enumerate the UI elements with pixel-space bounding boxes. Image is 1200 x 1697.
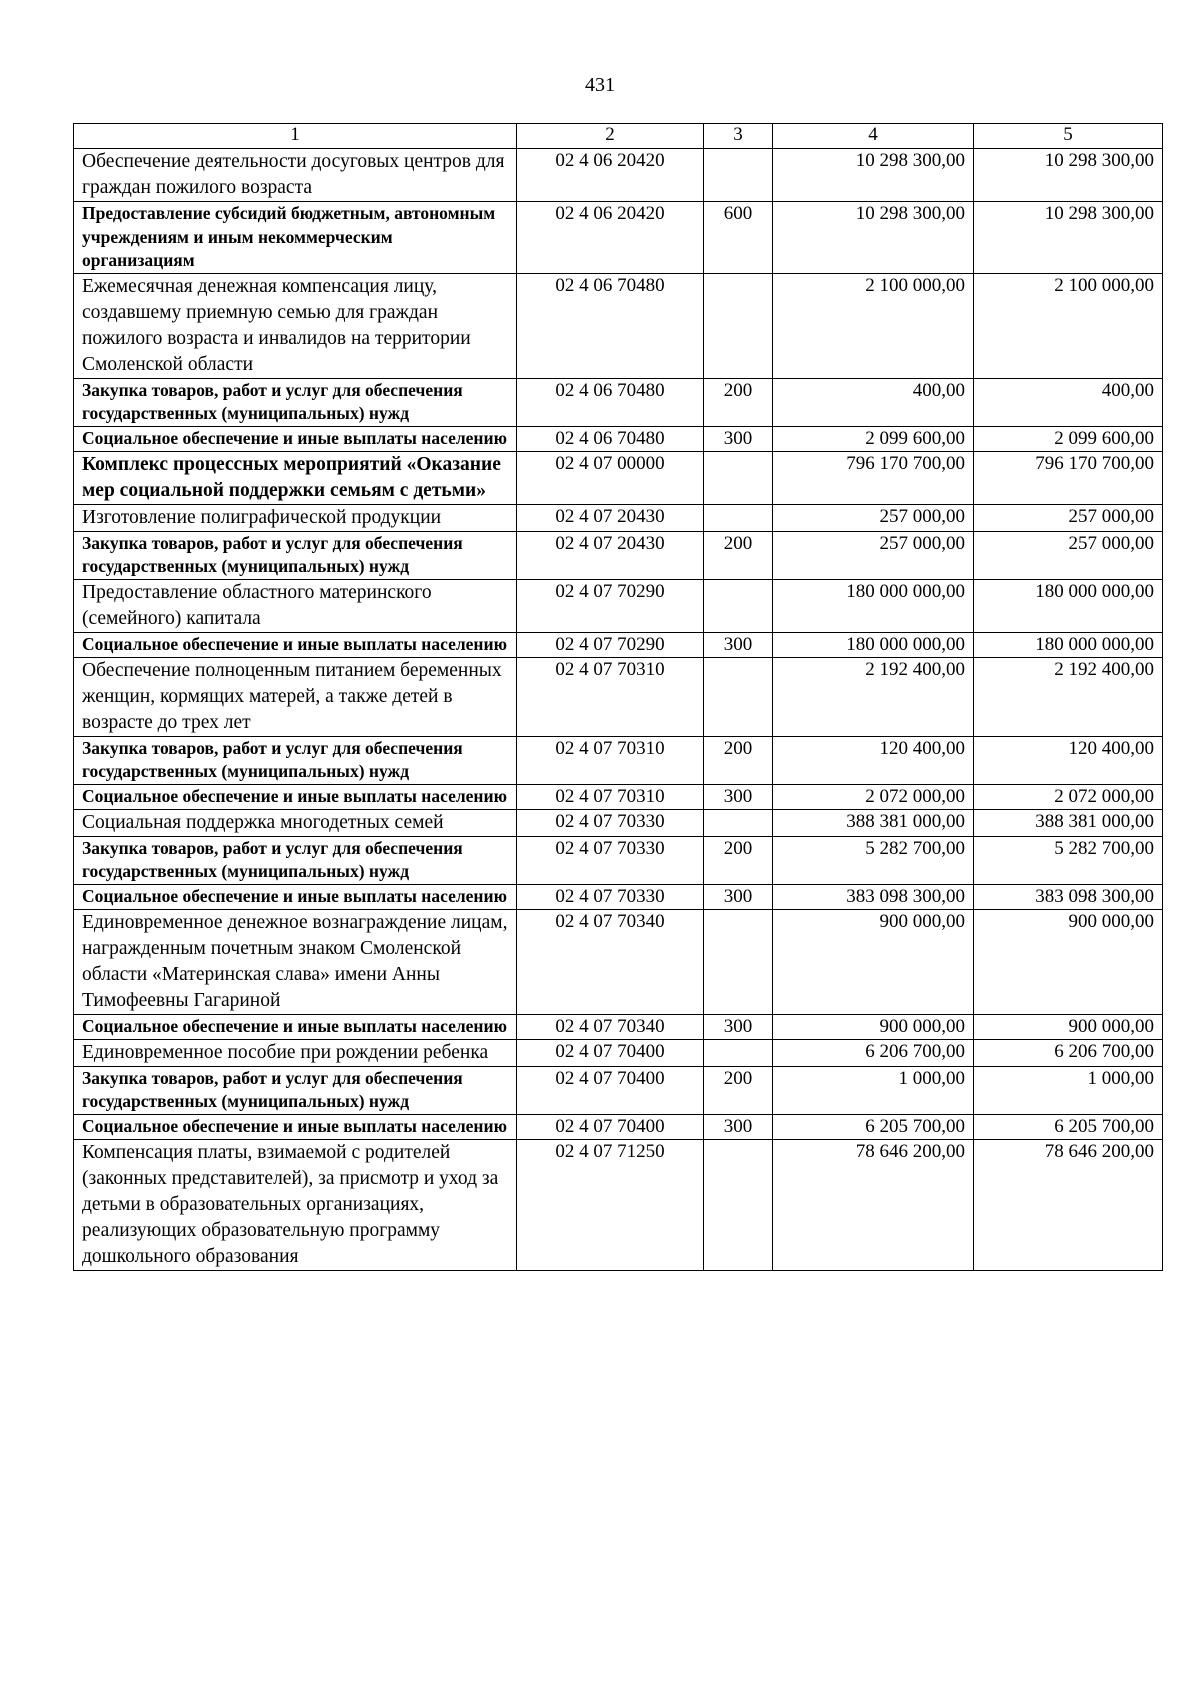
- row-code-cell: 02 4 07 70290: [517, 632, 704, 657]
- row-code-cell: 02 4 07 70340: [517, 1014, 704, 1039]
- row-amount-cell: 400,00: [974, 378, 1163, 426]
- row-amount-cell: 388 381 000,00: [974, 809, 1163, 836]
- row-amount-cell: 6 205 700,00: [974, 1114, 1163, 1139]
- page-number: 431: [585, 74, 615, 96]
- row-name-cell: Социальное обеспечение и иные выплаты населению: [74, 1114, 517, 1139]
- row-name-cell: Обеспечение полноценным питанием беременных женщин, кормящих матерей, а также детей в возрасте до трех лет: [74, 657, 517, 736]
- row-amount-cell: 5 282 700,00: [773, 836, 974, 884]
- row-type-cell: [704, 451, 773, 504]
- row-amount-cell: 6 206 700,00: [974, 1039, 1163, 1066]
- row-code-cell: 02 4 07 70310: [517, 657, 704, 736]
- row-name-cell: Социальное обеспечение и иные выплаты населению: [74, 784, 517, 809]
- column-header-4: 4: [773, 124, 974, 149]
- row-amount-cell: 10 298 300,00: [974, 149, 1163, 202]
- table-row: [74, 378, 1163, 426]
- row-amount-cell: 78 646 200,00: [974, 1139, 1163, 1270]
- column-header-2: 2: [517, 124, 704, 149]
- row-code-cell: 02 4 06 70480: [517, 378, 704, 426]
- row-type-cell: [704, 273, 773, 378]
- row-name-cell: Закупка товаров, работ и услуг для обеспечения государственных (муниципальных) нужд: [74, 378, 517, 426]
- row-amount-cell: 900 000,00: [773, 909, 974, 1014]
- row-amount-cell: 180 000 000,00: [974, 579, 1163, 632]
- row-amount-cell: 180 000 000,00: [974, 632, 1163, 657]
- row-name-cell: Закупка товаров, работ и услуг для обеспечения государственных (муниципальных) нужд: [74, 736, 517, 784]
- row-type-cell: 200: [704, 378, 773, 426]
- table-row: [74, 909, 1163, 1014]
- row-amount-cell: 10 298 300,00: [773, 149, 974, 202]
- row-type-cell: 300: [704, 784, 773, 809]
- row-amount-cell: 180 000 000,00: [773, 632, 974, 657]
- row-amount-cell: 6 205 700,00: [773, 1114, 974, 1139]
- row-amount-cell: 2 192 400,00: [974, 657, 1163, 736]
- row-name-cell: Компенсация платы, взимаемой с родителей (законных представителей), за присмотр и уход за детьми в образовательных организациях, реализующих образовательную программу дошкольного образования: [74, 1139, 517, 1270]
- row-amount-cell: 383 098 300,00: [773, 884, 974, 909]
- row-code-cell: 02 4 07 70330: [517, 809, 704, 836]
- row-name-cell: Предоставление субсидий бюджетным, автономным учреждениям и иным некоммерческим организациям: [74, 202, 517, 274]
- row-amount-cell: 2 192 400,00: [773, 657, 974, 736]
- row-name-cell: Единовременное денежное вознаграждение лицам, награжденным почетным знаком Смоленской области «Материнская слава» имени Анны Тимофеевны Гагариной: [74, 909, 517, 1014]
- row-type-cell: 600: [704, 202, 773, 274]
- table-row: [74, 451, 1163, 504]
- row-name-cell: Социальное обеспечение и иные выплаты населению: [74, 632, 517, 657]
- row-amount-cell: 257 000,00: [773, 504, 974, 531]
- row-code-cell: 02 4 06 20420: [517, 149, 704, 202]
- row-name-cell: Социальное обеспечение и иные выплаты населению: [74, 884, 517, 909]
- row-amount-cell: 2 099 600,00: [974, 426, 1163, 451]
- table-row: [74, 836, 1163, 884]
- row-name-cell: Социальное обеспечение и иные выплаты населению: [74, 1014, 517, 1039]
- row-code-cell: 02 4 07 70340: [517, 909, 704, 1014]
- column-header-3: 3: [704, 124, 773, 149]
- row-code-cell: 02 4 07 70330: [517, 836, 704, 884]
- table-row: [74, 809, 1163, 836]
- table-row: [74, 426, 1163, 451]
- row-code-cell: 02 4 06 20420: [517, 202, 704, 274]
- row-code-cell: 02 4 07 71250: [517, 1139, 704, 1270]
- row-code-cell: 02 4 07 20430: [517, 531, 704, 579]
- table-row: [74, 1014, 1163, 1039]
- row-name-cell: Комплекс процессных мероприятий «Оказание мер социальной поддержки семьям с детьми»: [74, 451, 517, 504]
- row-type-cell: [704, 149, 773, 202]
- row-type-cell: [704, 809, 773, 836]
- row-amount-cell: 900 000,00: [974, 909, 1163, 1014]
- row-type-cell: 300: [704, 1014, 773, 1039]
- row-type-cell: 300: [704, 884, 773, 909]
- row-amount-cell: 2 099 600,00: [773, 426, 974, 451]
- row-name-cell: Закупка товаров, работ и услуг для обеспечения государственных (муниципальных) нужд: [74, 1066, 517, 1114]
- row-type-cell: [704, 657, 773, 736]
- table-row: [74, 149, 1163, 202]
- table-row: [74, 736, 1163, 784]
- table-row: [74, 884, 1163, 909]
- row-amount-cell: 78 646 200,00: [773, 1139, 974, 1270]
- row-amount-cell: 383 098 300,00: [974, 884, 1163, 909]
- table-row: [74, 784, 1163, 809]
- row-name-cell: Изготовление полиграфической продукции: [74, 504, 517, 531]
- row-amount-cell: 2 100 000,00: [974, 273, 1163, 378]
- row-type-cell: [704, 1139, 773, 1270]
- row-amount-cell: 2 100 000,00: [773, 273, 974, 378]
- table-row: [74, 632, 1163, 657]
- row-amount-cell: 2 072 000,00: [974, 784, 1163, 809]
- row-amount-cell: 10 298 300,00: [773, 202, 974, 274]
- row-type-cell: 200: [704, 736, 773, 784]
- row-type-cell: 300: [704, 1114, 773, 1139]
- row-code-cell: 02 4 07 20430: [517, 504, 704, 531]
- table-row: [74, 504, 1163, 531]
- row-name-cell: Единовременное пособие при рождении ребенка: [74, 1039, 517, 1066]
- table-row: [74, 1114, 1163, 1139]
- row-name-cell: Закупка товаров, работ и услуг для обеспечения государственных (муниципальных) нужд: [74, 531, 517, 579]
- table-row: [74, 202, 1163, 274]
- row-amount-cell: 400,00: [773, 378, 974, 426]
- row-type-cell: [704, 1039, 773, 1066]
- row-code-cell: 02 4 07 70310: [517, 736, 704, 784]
- column-header-1: 1: [74, 124, 517, 149]
- row-code-cell: 02 4 07 70330: [517, 884, 704, 909]
- budget-table: [73, 123, 1163, 1271]
- row-type-cell: [704, 504, 773, 531]
- row-type-cell: 200: [704, 531, 773, 579]
- row-amount-cell: 6 206 700,00: [773, 1039, 974, 1066]
- row-amount-cell: 1 000,00: [974, 1066, 1163, 1114]
- row-code-cell: 02 4 07 70400: [517, 1066, 704, 1114]
- row-name-cell: Закупка товаров, работ и услуг для обеспечения государственных (муниципальных) нужд: [74, 836, 517, 884]
- table-row: [74, 273, 1163, 378]
- row-type-cell: [704, 579, 773, 632]
- row-amount-cell: 796 170 700,00: [773, 451, 974, 504]
- row-name-cell: Социальное обеспечение и иные выплаты населению: [74, 426, 517, 451]
- row-amount-cell: 796 170 700,00: [974, 451, 1163, 504]
- row-type-cell: [704, 909, 773, 1014]
- table-row: [74, 531, 1163, 579]
- row-amount-cell: 257 000,00: [974, 531, 1163, 579]
- table-row: [74, 1139, 1163, 1270]
- row-type-cell: 200: [704, 1066, 773, 1114]
- row-type-cell: 200: [704, 836, 773, 884]
- row-type-cell: 300: [704, 632, 773, 657]
- row-amount-cell: 900 000,00: [974, 1014, 1163, 1039]
- row-code-cell: 02 4 06 70480: [517, 273, 704, 378]
- table-row: [74, 579, 1163, 632]
- row-amount-cell: 120 400,00: [974, 736, 1163, 784]
- row-code-cell: 02 4 07 70400: [517, 1114, 704, 1139]
- row-amount-cell: 5 282 700,00: [974, 836, 1163, 884]
- table-header-row: [74, 124, 1163, 149]
- row-amount-cell: 10 298 300,00: [974, 202, 1163, 274]
- row-code-cell: 02 4 06 70480: [517, 426, 704, 451]
- row-name-cell: Обеспечение деятельности досуговых центров для граждан пожилого возраста: [74, 149, 517, 202]
- row-amount-cell: 180 000 000,00: [773, 579, 974, 632]
- table-row: [74, 1066, 1163, 1114]
- table-row: [74, 1039, 1163, 1066]
- row-code-cell: 02 4 07 70310: [517, 784, 704, 809]
- column-header-5: 5: [974, 124, 1163, 149]
- row-amount-cell: 900 000,00: [773, 1014, 974, 1039]
- row-type-cell: 300: [704, 426, 773, 451]
- budget-table-body: [74, 124, 1163, 1271]
- row-amount-cell: 388 381 000,00: [773, 809, 974, 836]
- row-name-cell: Социальная поддержка многодетных семей: [74, 809, 517, 836]
- row-name-cell: Ежемесячная денежная компенсация лицу, создавшему приемную семью для граждан пожилого возраста и инвалидов на территории Смоленской области: [74, 273, 517, 378]
- table-row: [74, 657, 1163, 736]
- row-amount-cell: 2 072 000,00: [773, 784, 974, 809]
- row-code-cell: 02 4 07 70290: [517, 579, 704, 632]
- row-name-cell: Предоставление областного материнского (семейного) капитала: [74, 579, 517, 632]
- row-amount-cell: 257 000,00: [773, 531, 974, 579]
- row-code-cell: 02 4 07 00000: [517, 451, 704, 504]
- row-amount-cell: 120 400,00: [773, 736, 974, 784]
- row-amount-cell: 257 000,00: [974, 504, 1163, 531]
- row-code-cell: 02 4 07 70400: [517, 1039, 704, 1066]
- row-amount-cell: 1 000,00: [773, 1066, 974, 1114]
